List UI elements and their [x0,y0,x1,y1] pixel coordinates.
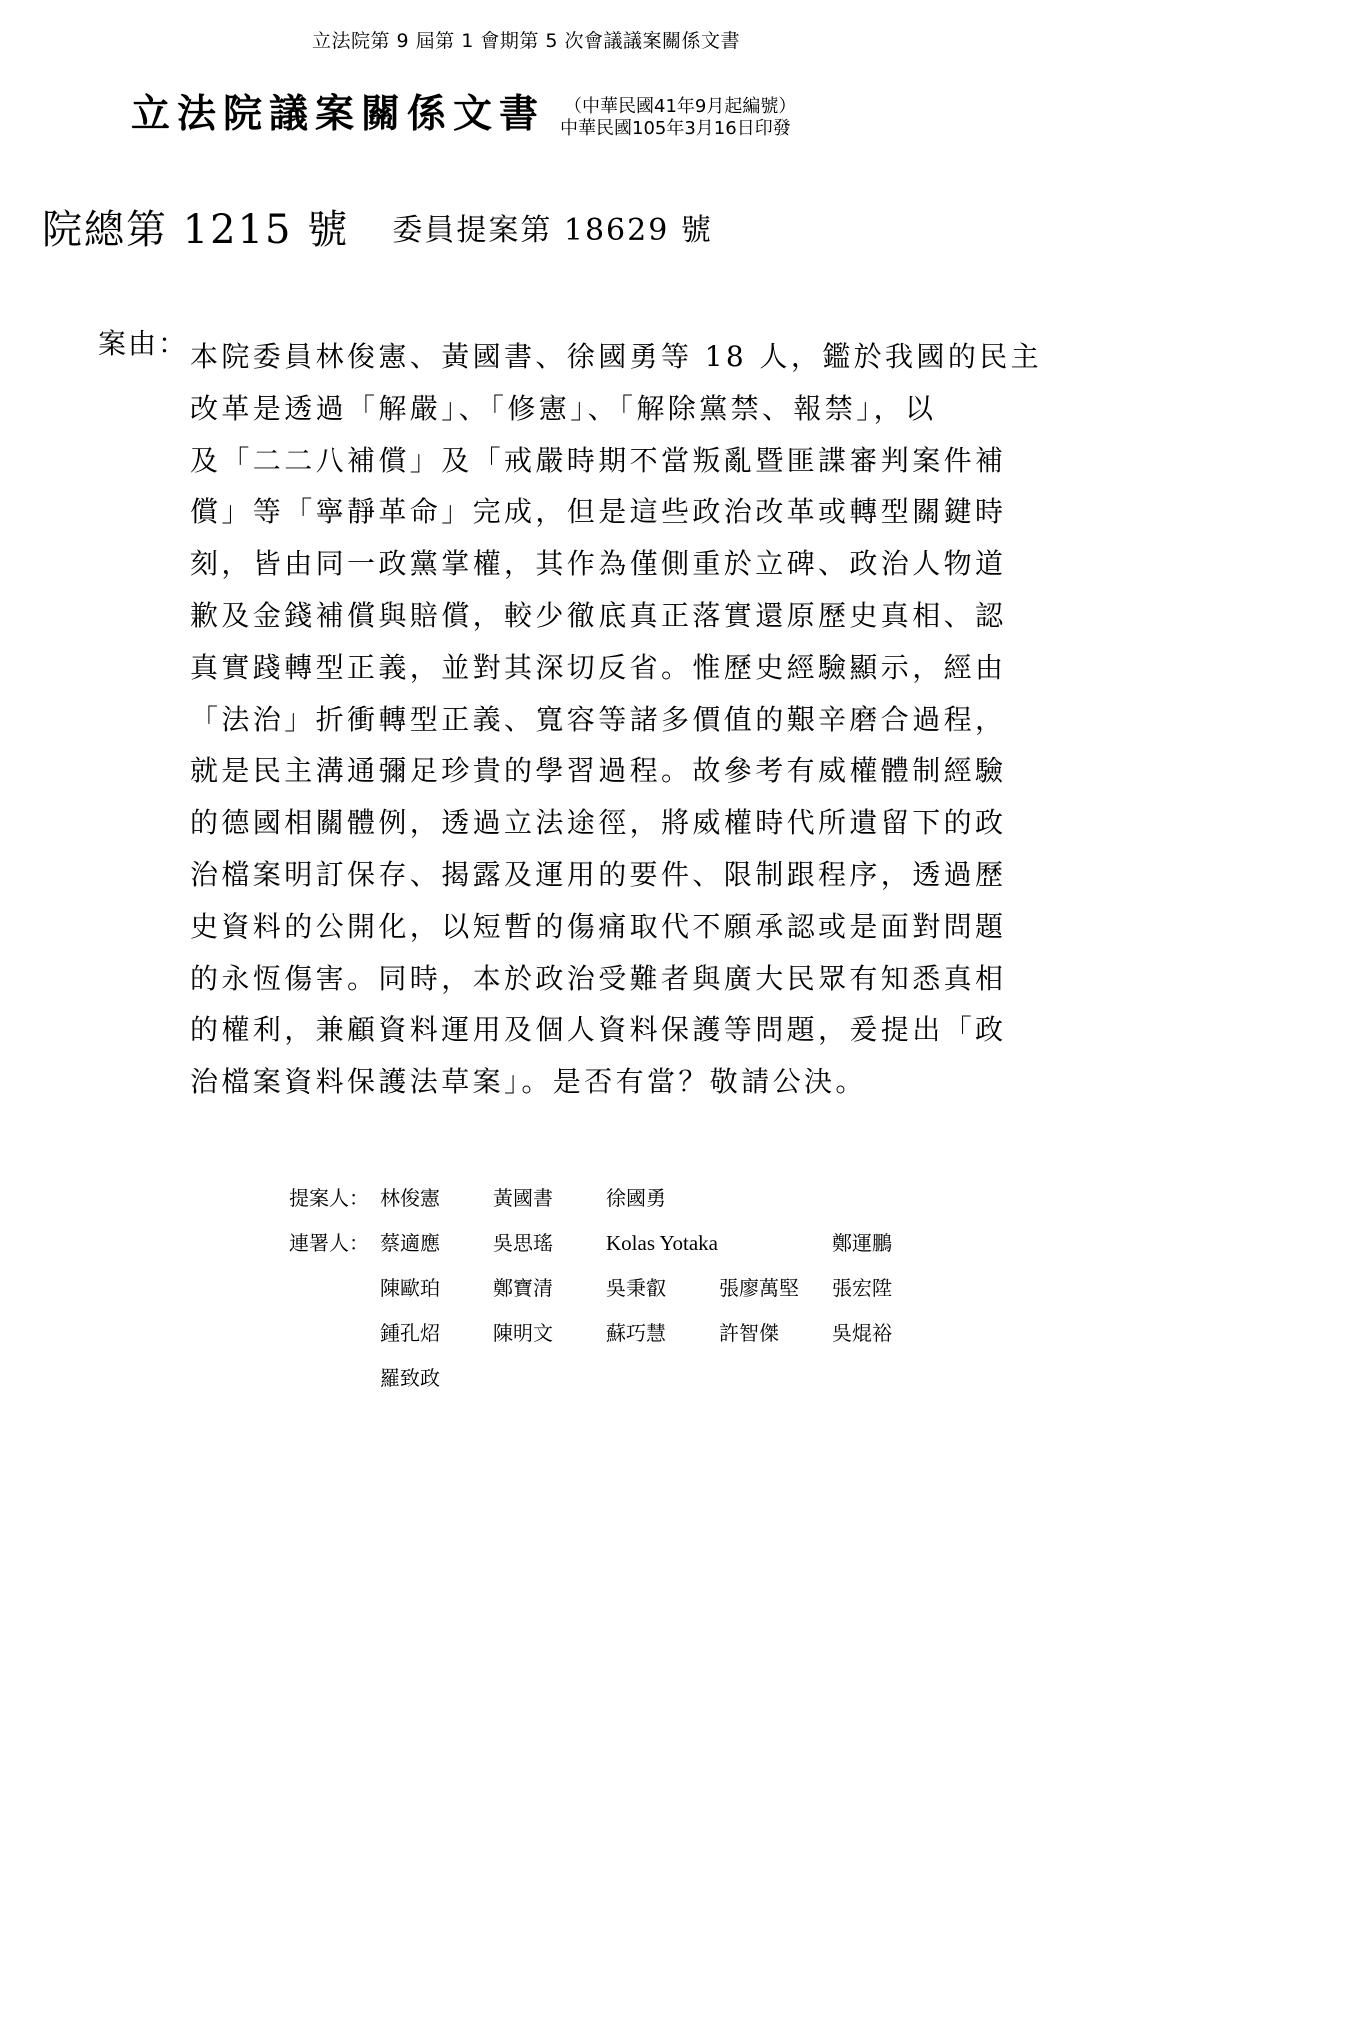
cosigner-label: 連署人： [289,1231,369,1255]
reason-label: 案由： [98,327,189,360]
reason-line: 就是民主溝通彌足珍貴的學習過程。故參考有威權體制經驗 [190,754,1007,788]
cosigner-name: 吳秉叡 [606,1276,666,1300]
reason-line: 治檔案資料保護法草案」。是否有當？敬請公決。 [190,1065,867,1099]
reason-line: 的德國相關體例，透過立法途徑，將威權時代所遺留下的政 [190,806,1007,840]
cosigner-name: 鄭寶清 [493,1276,553,1300]
reason-line: 史資料的公開化，以短暫的傷痛取代不願承認或是面對問題 [190,909,1007,943]
cosigner-name: 鍾孔炤 [380,1321,440,1345]
proposer-label: 提案人： [289,1186,369,1210]
document-title: 立法院議案關係文書 [131,91,546,137]
cosigner-name: 張宏陞 [832,1276,892,1300]
title-meta [560,96,796,140]
reason-line: 真實踐轉型正義，並對其深切反省。惟歷史經驗顯示，經由 [190,650,1007,684]
reason-line: 治檔案明訂保存、揭露及運用的要件、限制跟程序，透過歷 [190,857,1007,891]
proposer-name: 徐國勇 [606,1186,666,1210]
reason-line: 「法治」折衝轉型正義、寬容等諸多價值的艱辛磨合過程， [190,702,1007,736]
cosigner-name: 張廖萬堅 [719,1276,799,1300]
proposer-name: 黃國書 [493,1186,553,1210]
reason-line: 刻，皆由同一政黨掌權，其作為僅側重於立碑、政治人物道 [190,547,1007,581]
reason-line: 的永恆傷害。同時，本於政治受難者與廣大民眾有知悉真相 [190,961,1007,995]
bill-numbers [42,207,713,253]
cosigner-name: 羅致政 [380,1366,440,1390]
cosigner-name: 陳歐珀 [380,1276,440,1300]
cosigner-name: 蘇巧慧 [606,1321,666,1345]
cosigner-name: 陳明文 [493,1321,553,1345]
cosigner-name: 許智傑 [719,1321,779,1345]
reason-line: 本院委員林俊憲、黃國書、徐國勇等 18 人，鑑於我國的民主 [190,340,1043,373]
reason-line: 的權利，兼顧資料運用及個人資料保護等問題，爰提出「政 [190,1013,1007,1047]
reason-line: 償」等「寧靜革命」完成，但是這些政治改革或轉型關鍵時 [190,495,1007,529]
cosigner-name: 吳思瑤 [493,1231,553,1255]
page-header: 立法院第 9 屆第 1 會期第 5 次會議議案關係文書 [311,30,740,52]
cosigner-name: 吳焜裕 [832,1321,892,1345]
print-date: 中華民國105年3月16日印發 [560,118,791,139]
numbering-note: （中華民國41年9月起編號） [564,96,797,117]
reason-line: 歉及金錢補償與賠償，較少徹底真正落實還原歷史真相、認 [190,598,1007,632]
cosigner-name: 鄭運鵬 [832,1231,892,1255]
proposer-name: 林俊憲 [380,1186,440,1210]
reason-line: 及「二二八補償」及「戒嚴時期不當叛亂暨匪諜審判案件補 [190,443,1007,477]
general-number: 院總第 1215 號 [42,207,350,253]
cosigner-name: Kolas Yotaka [606,1231,719,1255]
reason-body [190,331,1043,1108]
reason-line: 改革是透過「解嚴」、「修憲」、「解除黨禁、報禁」，以 [190,391,937,425]
proposal-number: 委員提案第 18629 號 [392,213,713,248]
cosigner-name: 蔡適應 [380,1231,440,1255]
